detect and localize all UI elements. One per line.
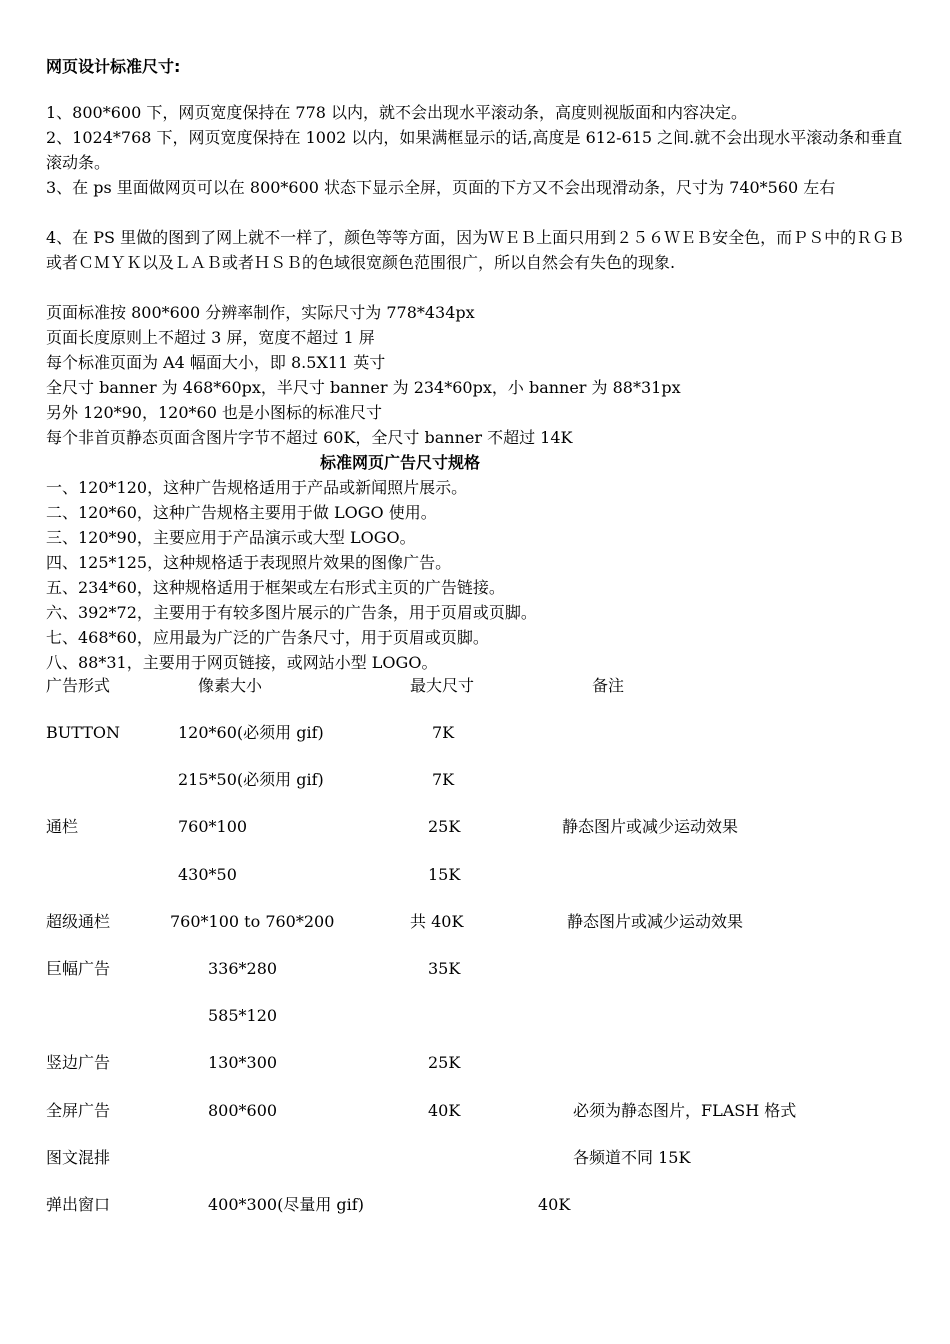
table-row-5-remark: 静态图片或减少运动效果	[567, 912, 744, 931]
table-row-1-pixels: 120*60(必须用 gif)	[178, 723, 324, 742]
table-row-5-pixels: 760*100 to 760*200	[170, 912, 335, 931]
table-row-11-remark: 40K	[538, 1195, 571, 1214]
table-row-8-maxsize: 25K	[428, 1053, 461, 1072]
table-row-8-pixels: 130*300	[208, 1053, 278, 1072]
table-row-11-format: 弹出窗口	[46, 1195, 111, 1214]
note-5: 另外 120*90，120*60 也是小图标的标准尺寸	[46, 403, 382, 422]
table-header-pixels: 像素大小	[198, 676, 263, 695]
table-row-5-format: 超级通栏	[46, 912, 111, 931]
table-row-2-pixels: 215*50(必须用 gif)	[178, 770, 324, 789]
ad-item-8: 八、88*31，主要用于网页链接，或网站小型 LOGO。	[46, 653, 438, 672]
table-row-10-format: 图文混排	[46, 1148, 111, 1167]
note-1: 页面标准按 800*600 分辨率制作，实际尺寸为 778*434px	[46, 303, 475, 322]
table-row-2-maxsize: 7K	[432, 770, 455, 789]
ad-section-title: 标准网页广告尺寸规格	[319, 453, 480, 472]
note-2: 页面长度原则上不超过 3 屏，宽度不超过 1 屏	[46, 328, 375, 347]
ad-item-4: 四、125*125，这种规格适于表现照片效果的图像广告。	[46, 553, 452, 572]
note-6: 每个非首页静态页面含图片字节不超过 60K，全尺寸 banner 不超过 14K	[46, 428, 573, 447]
ad-item-6: 六、392*72，主要用于有较多图片展示的广告条，用于页眉或页脚。	[46, 603, 537, 622]
doc-title: 网页设计标准尺寸:	[46, 57, 181, 76]
table-header-maxsize: 最大尺寸	[410, 676, 475, 695]
ad-item-2: 二、120*60，这种广告规格主要用于做 LOGO 使用。	[46, 503, 437, 522]
table-header-remark: 备注	[592, 676, 625, 695]
table-row-6-maxsize: 35K	[428, 959, 461, 978]
table-row-3-remark: 静态图片或减少运动效果	[562, 817, 739, 836]
doc-item-1: 1、800*600 下，网页宽度保持在 778 以内，就不会出现水平滚动条，高度则视版面和内容决定。	[46, 103, 748, 122]
table-row-3-maxsize: 25K	[428, 817, 461, 836]
table-row-7-pixels: 585*120	[208, 1006, 278, 1025]
table-row-6-format: 巨幅广告	[46, 959, 111, 978]
table-row-9-maxsize: 40K	[428, 1101, 461, 1120]
table-row-11-pixels: 400*300(尽量用 gif)	[208, 1195, 364, 1214]
table-row-9-remark: 必须为静态图片，FLASH 格式	[573, 1101, 797, 1120]
ad-item-7: 七、468*60，应用最为广泛的广告条尺寸，用于页眉或页脚。	[46, 628, 489, 647]
ad-item-1: 一、120*120，这种广告规格适用于产品或新闻照片展示。	[46, 478, 468, 497]
table-header-format: 广告形式	[46, 676, 111, 695]
doc-item-3: 3、在 ps 里面做网页可以在 800*600 状态下显示全屏，页面的下方又不会出现滑动条，尺寸为 740*560 左右	[46, 178, 836, 197]
doc-item-2: 2、1024*768 下，网页宽度保持在 1002 以内，如果满框显示的话,高度是 612-615 之间.就不会出现水平滚动条和垂直滚动条。	[46, 128, 903, 172]
table-row-4-maxsize: 15K	[428, 865, 461, 884]
ad-item-5: 五、234*60，这种规格适用于框架或左右形式主页的广告链接。	[46, 578, 505, 597]
table-row-8-format: 竖边广告	[46, 1053, 111, 1072]
table-row-9-pixels: 800*600	[208, 1101, 278, 1120]
doc-item-4: 4、在 PS 里做的图到了网上就不一样了，颜色等等方面，因为ＷＥＢ上面只用到２５６ＷＥＢ安全色，而ＰＳ中的ＲＧＢ或者ＣＭＹＫ以及ＬＡＢ或者ＨＳＢ的色域很宽颜色范围很广，所以自然会有失色的现象.	[46, 228, 905, 272]
table-row-3-pixels: 760*100	[178, 817, 248, 836]
ad-item-3: 三、120*90，主要应用于产品演示或大型 LOGO。	[46, 528, 416, 547]
table-row-5-maxsize: 共 40K	[410, 912, 464, 931]
table-row-1-maxsize: 7K	[432, 723, 455, 742]
table-row-6-pixels: 336*280	[208, 959, 278, 978]
note-3: 每个标准页面为 A4 幅面大小，即 8.5X11 英寸	[46, 353, 386, 372]
table-row-4-pixels: 430*50	[178, 865, 237, 884]
note-4: 全尺寸 banner 为 468*60px，半尺寸 banner 为 234*60px，小 banner 为 88*31px	[46, 378, 681, 397]
table-row-3-format: 通栏	[46, 817, 79, 836]
table-row-9-format: 全屏广告	[46, 1101, 111, 1120]
table-row-10-remark: 各频道不同 15K	[573, 1148, 691, 1167]
table-row-1-format: BUTTON	[46, 723, 120, 742]
